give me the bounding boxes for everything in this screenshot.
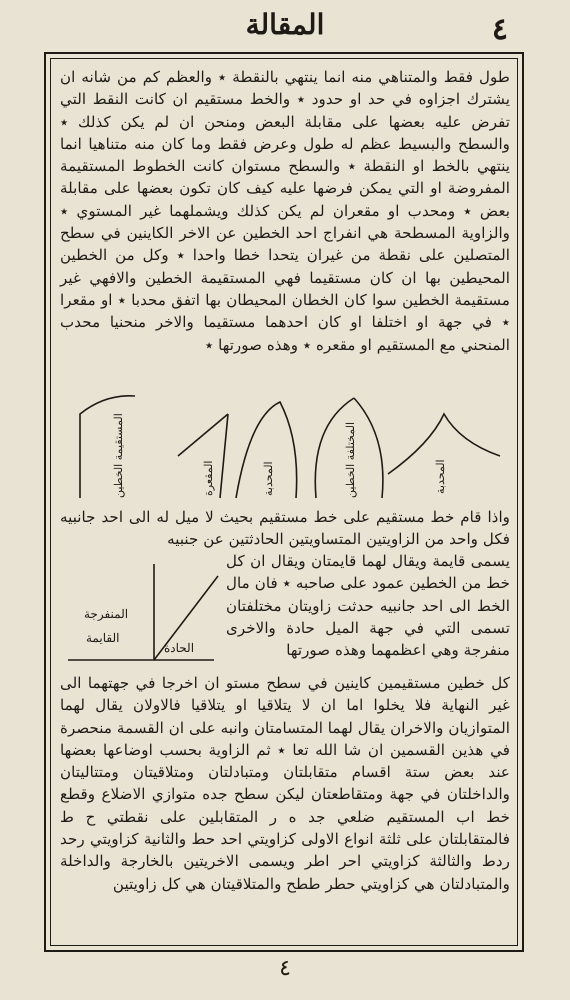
- figure-label-3: المحدبة: [262, 461, 275, 496]
- paragraph-right-angle-cont: يسمى قايمة ويقال لهما قايمتان ويقال ان كل خط من الخطين عمود على صاحبه ٭ فان مال الخط الى احد جانبيه حدثت زاويتان مختلفتان تسمى التي في جهة الميل حادة والاخرى منفرجة وهي اعظمهما وهذه صورتها: [226, 552, 510, 660]
- label-acute: الحادة: [164, 641, 195, 655]
- figure-label-4: المختلفة الخطين: [344, 421, 357, 498]
- page-title: المقالة: [245, 8, 325, 41]
- angle-types-figure: [60, 386, 510, 504]
- figure-convex-curved: [388, 414, 500, 494]
- right-acute-obtuse-figure: [62, 556, 222, 672]
- figure-label-5: المحدبة: [434, 459, 447, 494]
- figure-label-1: المستقيمة الخطين: [112, 413, 125, 498]
- label-obtuse: المنفرجة: [84, 607, 129, 621]
- page-header: [0, 8, 570, 56]
- paragraph-definitions: طول فقط والمتناهي منه انما ينتهي بالنقطة ٭ والعظم كم من شانه ان يشترك اجزاوه في حد او حدود ٭ والخط مستقيم ان كانت النقط التي تفرض عليه بعضها على مقابلة البعض ومنحن ان لم يكن كذلك ٭ والسطح والبسيط عظم له طول وعرض فقط وما كان منه متناهيا انما ينتهي بالخط او النقطة ٭ والسطح مستوان كانت الخطوط المستقيمة المفروضة او التي يمكن فرضها عليه كيف كان تكون بعضها على مقابلة بعض ٭ ومحدب او مقعران لم يكن كذلك ويشملهما غير المستوي ٭ والزاوية المسطحة هي انفراج احد الخطين عن الاخر الكاينين في سطح المتصلين على نقطة من غيران يتحدا خطا واحدا ٭ وكل من الخطين المحيطين بها ان كان مستقيما فهي المستقيمة الخطين والافهي غير مستقيمة الخطين سوا كان الخطان المحيطان بها اتفق محدبا ٭ او مقعرا ٭ في جهة او اختلفا او كان احدهما مستقيما والاخر منحنيا محدب المنحني مع المستقيم او مقعره ٭ وهذه صورتها ٭: [60, 68, 510, 354]
- label-right: القايمة: [86, 631, 120, 645]
- paragraph-right-angle: واذا قام خط مستقيم على خط مستقيم بحيث لا ميل له الى احد جانبيه فكل واحد من الزاويتين المتساويتين الحادثتين عن جنبيه: [60, 508, 510, 549]
- figure-mixed: [315, 398, 383, 498]
- figure-straight-lines: [80, 396, 135, 498]
- figure-concave: [178, 414, 228, 498]
- page-footer-mark: ٤: [279, 956, 291, 981]
- paragraph-parallel-lines: كل خطين مستقيمين كاينين في سطح مستو ان اخرجا في جهتهما الى غير النهاية فلا يخلوا اما ان لا يتلاقيا او يتلاقيا فالاولان يقال لهما المتوازيان والاخران يقال لهما المتسامتان وانبه على ان القسمة منحصرة في هذين القسمين ان شا الله تعا ٭ ثم الزاوية بحسب اوضاعها بعضها عند بعض ستة اقسام متقابلتان ومتبادلتان ومتلاقيتان ومتتاليتان والداخلتان في جهة ومتقاطعتان ليكن سطح جده متوازي الاضلاع وقطع خط اب المستقيم ضلعي جد ه ر المتقابلين على نقطتي ح ط فالمتقابلتان على ثلثة انواع الاولى كزاويتي احد حط والثانية كزاويتي رحد ردط والثالثة كزاويتي احر اطر ويسمى الاخريتين بالخارجة والداخلة والمتبادلتان هي كزاويتي حطر ططح والمتلاقيتان هي كل زاويتين: [60, 674, 510, 893]
- figure-convex: [236, 402, 297, 498]
- figure-label-2: المقعرة: [202, 460, 215, 496]
- page-number: ٤: [491, 12, 508, 47]
